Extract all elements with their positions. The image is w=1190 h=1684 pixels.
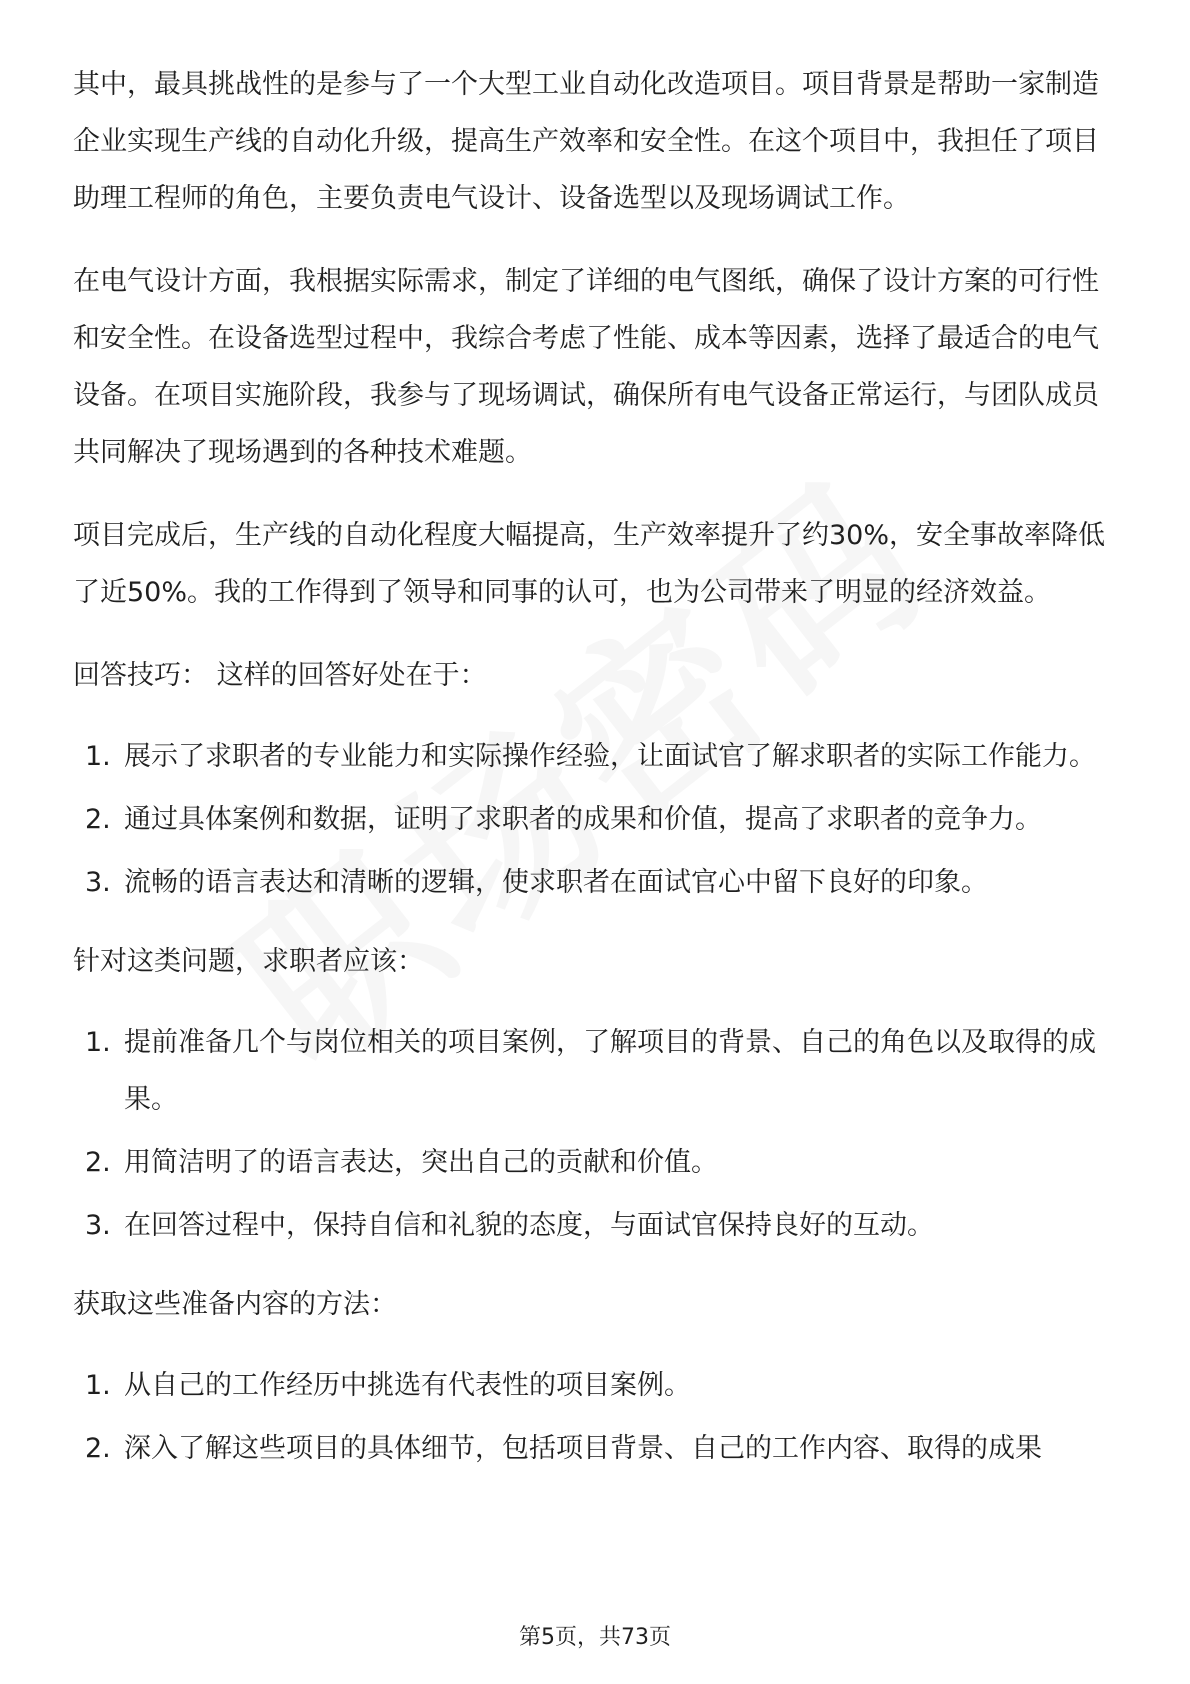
should-heading: 针对这类问题，求职者应该： xyxy=(73,946,424,977)
page-number: 第5页，共73页 xyxy=(519,1625,671,1650)
list-text: 提前准备几个与岗位相关的项目案例，了解项目的背景、自己的角色以及取得的成果。 xyxy=(124,1027,1096,1115)
list-text: 从自己的工作经历中挑选有代表性的项目案例。 xyxy=(124,1370,691,1401)
paragraph-project-results: 项目完成后，生产线的自动化程度大幅提高，生产效率提升了约30%，安全事故率降低了近50%。我的工作得到了领导和同事的认可，也为公司带来了明显的经济效益。 xyxy=(73,520,1106,608)
list-text: 深入了解这些项目的具体细节，包括项目背景、自己的工作内容、取得的成果 xyxy=(124,1433,1042,1464)
tips-list xyxy=(73,728,1118,911)
list-number: 2. xyxy=(85,1147,111,1178)
paragraph-electrical-design: 在电气设计方面，我根据实际需求，制定了详细的电气图纸，确保了设计方案的可行性和安全性。在设备选型过程中，我综合考虑了性能、成本等因素，选择了最适合的电气设备。在项目实施阶段，我参与了现场调试，确保所有电气设备正常运行，与团队成员共同解决了现场遇到的各种技术难题。 xyxy=(73,266,1099,468)
list-text: 通过具体案例和数据，证明了求职者的成果和价值，提高了求职者的竞争力。 xyxy=(124,804,1042,835)
list-item xyxy=(73,854,1118,911)
list-item xyxy=(73,1420,1118,1477)
list-text: 流畅的语言表达和清晰的逻辑，使求职者在面试官心中留下良好的印象。 xyxy=(124,867,988,898)
methods-list xyxy=(73,1357,1118,1477)
should-list xyxy=(73,1014,1118,1254)
list-number: 2. xyxy=(85,804,111,835)
list-number: 1. xyxy=(85,1027,111,1058)
list-number: 3. xyxy=(85,1210,111,1241)
list-text: 在回答过程中，保持自信和礼貌的态度，与面试官保持良好的互动。 xyxy=(124,1210,934,1241)
list-number: 3. xyxy=(85,867,111,898)
list-number: 2. xyxy=(85,1433,111,1464)
list-text: 展示了求职者的专业能力和实际操作经验，让面试官了解求职者的实际工作能力。 xyxy=(124,741,1096,772)
list-item xyxy=(73,1357,1118,1414)
list-item xyxy=(73,728,1118,785)
paragraph-project-intro: 其中，最具挑战性的是参与了一个大型工业自动化改造项目。项目背景是帮助一家制造企业实现生产线的自动化升级，提高生产效率和安全性。在这个项目中，我担任了项目助理工程师的角色，主要负责电气设计、设备选型以及现场调试工作。 xyxy=(73,69,1099,214)
list-number: 1. xyxy=(85,1370,111,1401)
list-item xyxy=(73,1197,1118,1254)
tips-heading: 回答技巧： 这样的回答好处在于： xyxy=(73,660,487,691)
methods-heading: 获取这些准备内容的方法： xyxy=(73,1289,397,1320)
list-item xyxy=(73,791,1118,848)
page-content xyxy=(73,56,1118,1499)
list-text: 用简洁明了的语言表达，突出自己的贡献和价值。 xyxy=(124,1147,718,1178)
list-item xyxy=(73,1134,1118,1191)
list-item xyxy=(73,1014,1118,1128)
list-number: 1. xyxy=(85,741,111,772)
